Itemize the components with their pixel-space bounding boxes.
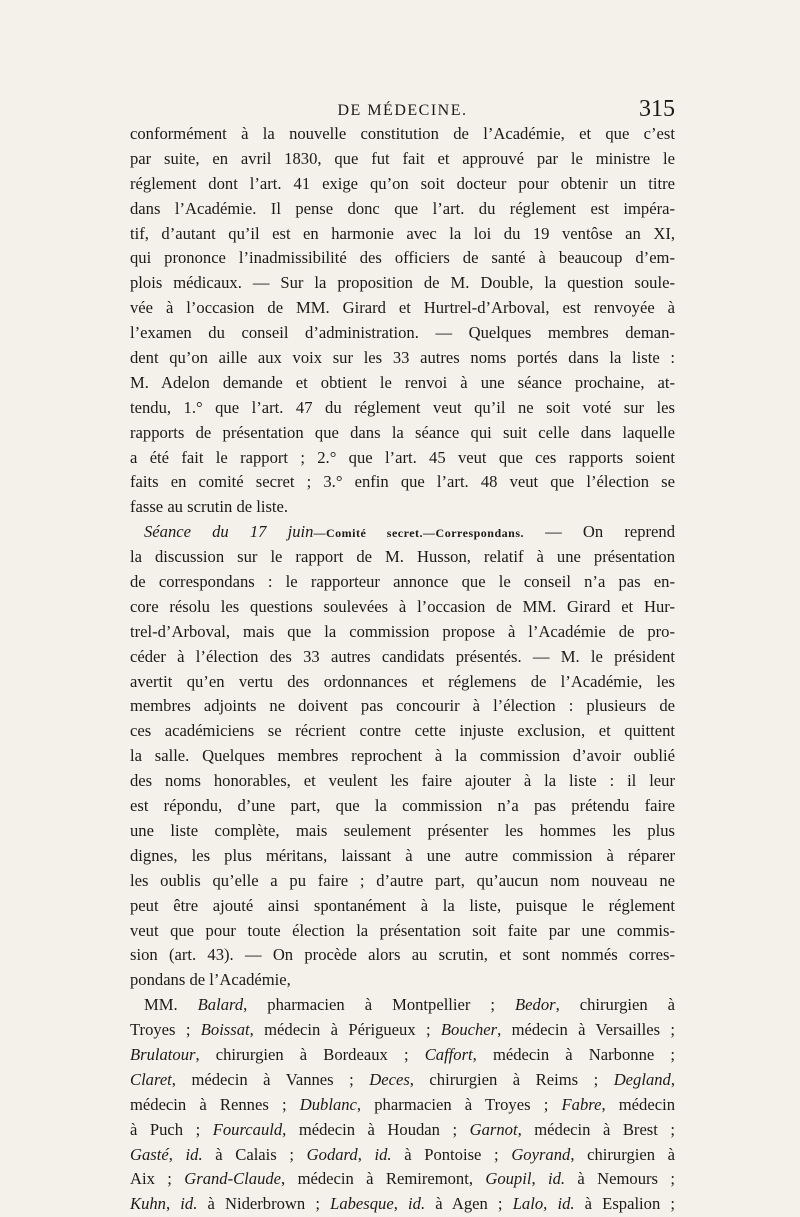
running-head: [130, 96, 675, 124]
member-text: , chirurgien à: [570, 1144, 676, 1164]
member-name: Bedor: [515, 995, 556, 1015]
text-line: core résolu les questions soulevées à l’occasion de MM. Girard et Hur-: [130, 596, 675, 616]
text-line: sion (art. 43). — On procède alors au scrutin, et sont nommés corres-: [130, 945, 675, 965]
text-line: l’examen du conseil d’administration. — Quelques membres deman-: [130, 323, 675, 343]
member-name: Labesque: [330, 1194, 394, 1214]
member-text: , pharmacien à Montpellier ;: [243, 995, 516, 1015]
member-name: Lalo: [512, 1194, 544, 1214]
page-body: [130, 122, 675, 1217]
member-text: , chirurgien à: [555, 995, 676, 1015]
member-name: id.: [374, 1144, 392, 1164]
member-text: à Calais ;: [202, 1144, 307, 1164]
member-line: [130, 1018, 675, 1043]
member-text: ,: [168, 1144, 186, 1164]
text-line: faits en comité secret ; 3.° enfin que l’art. 48 veut que l’élection se: [130, 472, 675, 492]
member-line: [130, 1093, 675, 1118]
member-name: Godard: [306, 1144, 358, 1164]
text-line: M. Adelon demande et obtient le renvoi à une séance prochaine, at-: [130, 372, 675, 392]
members-list: [130, 993, 675, 1217]
text-line: de correspondans : le rapporteur annonce que le conseil n’a pas en-: [130, 572, 675, 592]
text-line: par suite, en avril 1830, que fut fait et approuvé par le ministre le: [130, 148, 675, 168]
page-number: 315: [639, 96, 675, 122]
member-name: Degland: [613, 1069, 671, 1089]
member-name: Goupil: [485, 1169, 532, 1189]
member-text: ,: [393, 1194, 409, 1214]
member-text: ,: [543, 1194, 558, 1214]
member-name: Kuhn: [130, 1194, 166, 1214]
text-line: conformément à la nouvelle constitution de l’Académie, et que c’est: [130, 124, 675, 143]
member-name: id.: [548, 1169, 566, 1189]
member-text: MM.: [144, 995, 198, 1015]
member-text: Aix ;: [130, 1169, 185, 1189]
member-name: id.: [557, 1194, 575, 1214]
text-line: plois médicaux. — Sur la proposition de M. Double, la question soule-: [130, 273, 675, 293]
session-heading: Séance du 17 juin: [144, 522, 314, 542]
running-title: DE MÉDECINE.: [337, 102, 468, 119]
member-name: Caffort: [424, 1044, 473, 1064]
member-name: Boucher: [440, 1020, 498, 1040]
member-text: à Puch ;: [130, 1119, 213, 1139]
text-line: dent qu’on aille aux voix sur les 33 autres noms portés dans la liste :: [130, 348, 675, 368]
member-text: ,: [670, 1069, 675, 1089]
member-text: à Nemours ;: [565, 1169, 675, 1189]
member-line: [130, 1068, 675, 1093]
session-subheading: —Comité secret.—Correspondans.: [313, 526, 524, 541]
member-text: à Pontoise ;: [391, 1144, 512, 1164]
member-text: , médecin à Vannes ;: [171, 1069, 370, 1089]
text-line: est répondu, d’une part, que la commission n’a pas prétendu faire: [130, 796, 675, 816]
paragraph-1: [130, 122, 675, 520]
lead-line-text: — On reprend: [524, 522, 675, 542]
member-name: Claret: [130, 1069, 172, 1089]
member-text: , médecin à Périgueux ;: [249, 1020, 441, 1040]
member-text: à Espalion ;: [574, 1194, 676, 1214]
member-text: , chirurgien à Bordeaux ;: [195, 1044, 425, 1064]
member-line: [130, 993, 675, 1018]
text-line: trel-d’Arboval, mais que la commission propose à l’Académie de pro-: [130, 621, 675, 641]
member-name: Garnot: [469, 1119, 518, 1139]
text-line: une liste complète, mais seulement présenter les hommes les plus: [130, 820, 675, 840]
member-line: [130, 1118, 675, 1143]
member-name: id.: [185, 1144, 203, 1164]
text-line: dans l’Académie. Il pense donc que l’art. du réglement est impéra-: [130, 198, 675, 218]
member-text: , médecin à Narbonne ;: [472, 1044, 675, 1064]
member-name: Deces: [369, 1069, 410, 1089]
member-text: médecin à Rennes ;: [130, 1094, 300, 1114]
member-text: , médecin à Versailles ;: [497, 1020, 675, 1040]
text-line: ces académiciens se récrient contre cette injuste exclusion, et quittent: [130, 721, 675, 741]
paragraph-2-lead-line: [130, 520, 675, 545]
member-text: ,: [357, 1144, 375, 1164]
text-line: peut être ajouté ainsi spontanément à la liste, puisque le réglement: [130, 895, 675, 915]
text-line: réglement dont l’art. 41 exige qu’on soit docteur pour obtenir un titre: [130, 173, 675, 193]
text-line: vée à l’occasion de MM. Girard et Hurtrel-d’Arboval, est renvoyée à: [130, 298, 675, 318]
text-line: des noms honorables, et veulent les faire ajouter à la liste : il leur: [130, 771, 675, 791]
member-name: id.: [180, 1194, 198, 1214]
member-text: , pharmacien à Troyes ;: [356, 1094, 562, 1114]
member-name: Gasté: [130, 1144, 169, 1164]
member-name: Grand-Claude: [184, 1169, 282, 1189]
member-text: ,: [531, 1169, 548, 1189]
member-text: , médecin à Remiremont,: [281, 1169, 486, 1189]
text-line: membres adjoints ne doivent pas concourir à l’élection : plusieurs de: [130, 696, 675, 716]
member-line: [130, 1167, 675, 1192]
member-line: [130, 1192, 675, 1217]
text-line: tif, d’autant qu’il est en harmonie avec la loi du 19 ventôse an XI,: [130, 223, 675, 243]
member-name: id.: [408, 1194, 426, 1214]
member-text: , médecin à Houdan ;: [282, 1119, 470, 1139]
text-line: pondans de l’Académie,: [130, 970, 291, 990]
member-name: Fabre: [561, 1094, 602, 1114]
member-name: Dublanc: [299, 1094, 357, 1114]
member-text: , médecin à Brest ;: [517, 1119, 676, 1139]
text-line: qui prononce l’inadmissibilité des officiers de santé à beaucoup d’em-: [130, 248, 675, 268]
member-text: à Niderbrown ;: [197, 1194, 331, 1214]
member-name: Fourcauld: [212, 1119, 283, 1139]
member-text: à Agen ;: [425, 1194, 513, 1214]
member-name: Balard: [197, 995, 244, 1015]
member-text: Troyes ;: [130, 1020, 201, 1040]
text-line: la discussion sur le rapport de M. Husson, relatif à une présentation: [130, 547, 675, 567]
text-line: les oublis qu’elle a pu faire ; d’autre part, qu’aucun nom nouveau ne: [130, 870, 675, 890]
member-line: [130, 1043, 675, 1068]
member-text: ,: [165, 1194, 181, 1214]
member-name: Brulatour: [130, 1044, 196, 1064]
member-line: [130, 1143, 675, 1168]
text-line: veut que pour toute élection la présentation soit faite par une commis-: [130, 920, 675, 940]
member-text: , chirurgien à Reims ;: [409, 1069, 614, 1089]
text-line: céder à l’élection des 33 autres candidats présentés. — M. le président: [130, 646, 675, 666]
text-line: tendu, 1.° que l’art. 47 du réglement veut qu’il ne soit voté sur les: [130, 397, 675, 417]
text-line: la salle. Quelques membres reprochent à la commission d’avoir oublié: [130, 746, 675, 766]
text-line: rapports de présentation que dans la séance qui suit celle dans laquelle: [130, 422, 675, 442]
text-line: fasse au scrutin de liste.: [130, 497, 289, 517]
text-line: a été fait le rapport ; 2.° que l’art. 45 veut que ces rapports soient: [130, 447, 675, 467]
text-line: dignes, les plus méritans, laissant à une autre commission à réparer: [130, 845, 675, 865]
text-line: avertit qu’en vertu des ordonnances et réglemens de l’Académie, les: [130, 671, 675, 691]
member-text: , médecin: [601, 1094, 675, 1114]
paragraph-2: [130, 520, 675, 993]
member-name: Boissat: [200, 1020, 250, 1040]
member-name: Goyrand: [511, 1144, 571, 1164]
